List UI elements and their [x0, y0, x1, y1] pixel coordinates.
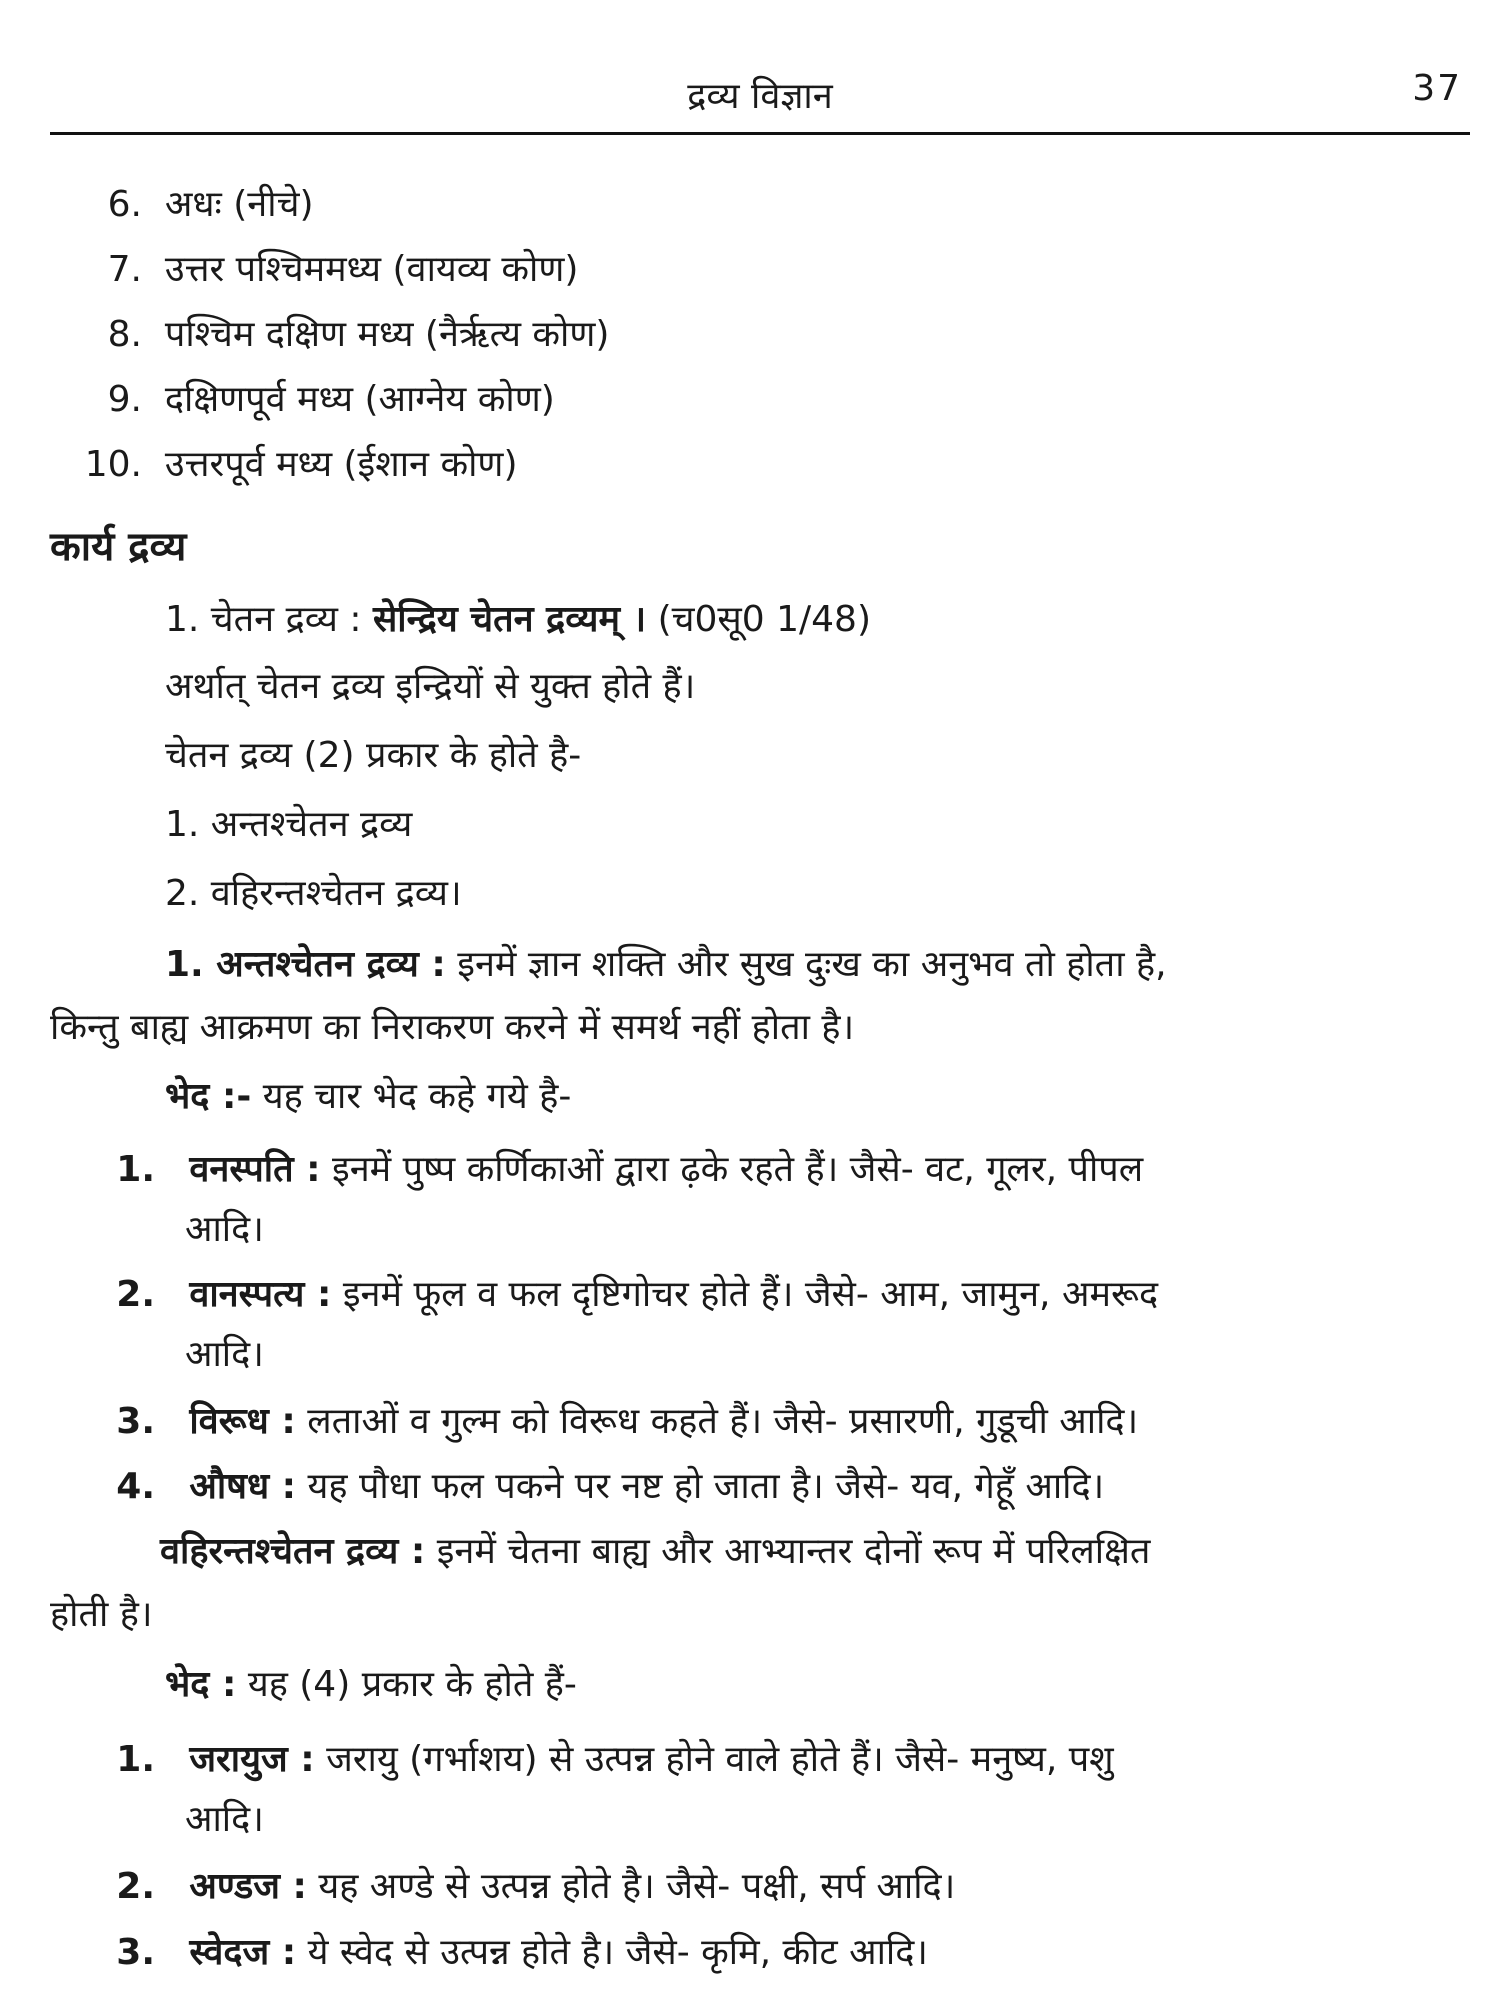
list-item-continuation: आदि।: [185, 1334, 264, 1375]
paragraph-continuation: होती है।: [50, 1594, 153, 1635]
page-number: 37: [1412, 68, 1462, 109]
running-title: द्रव्य विज्ञान: [687, 76, 833, 117]
term: 1. अन्तश्चेतन द्रव्य :: [165, 944, 446, 985]
term: वहिरन्तश्चेतन द्रव्य :: [160, 1531, 426, 1572]
bhed-label: भेद :-: [165, 1076, 252, 1117]
list-item: 2. वहिरन्तश्चेतन द्रव्य।: [165, 873, 462, 914]
list-item: 4. औषध : यह पौधा फल पकने पर नष्ट हो जाता है। जैसे- यव, गेहूँ आदि।: [116, 1466, 1105, 1507]
list-item: 2. वानस्पत्य : इनमें फूल व फल दृष्टिगोचर होते हैं। जैसे- आम, जामुन, अमरूद: [116, 1274, 1159, 1315]
list-item: 7. उत्तर पश्चिममध्य (वायव्य कोण): [107, 249, 579, 290]
list-item: 6. अधः (नीचे): [107, 184, 314, 225]
citation: (च0सू0 1/48): [657, 599, 872, 640]
term: स्वेदज :: [189, 1932, 297, 1973]
list-item: 1. वनस्पति : इनमें पुष्प कर्णिकाओं द्वारा ढ़के रहते हैं। जैसे- वट, गूलर, पीपल: [116, 1149, 1144, 1190]
paragraph: अर्थात् चेतन द्रव्य इन्द्रियों से युक्त होते हैं।: [165, 666, 696, 707]
paragraph-continuation: किन्तु बाह्य आक्रमण का निराकरण करने में समर्थ नहीं होता है।: [50, 1007, 855, 1048]
section-heading: कार्य द्रव्य: [50, 524, 187, 570]
term: वनस्पति :: [189, 1149, 321, 1190]
page-header: [50, 62, 1470, 134]
term: औषध :: [189, 1466, 297, 1507]
definition-paragraph: वहिरन्तश्चेतन द्रव्य : इनमें चेतना बाह्य और आभ्यान्तर दोनों रूप में परिलक्षित: [160, 1531, 1151, 1572]
list-item: 8. पश्चिम दक्षिण मध्य (नैर्ऋत्य कोण): [107, 314, 610, 355]
header-rule: [50, 132, 1470, 135]
list-item: 2. अण्डज : यह अण्डे से उत्पन्न होते है। जैसे- पक्षी, सर्प आदि।: [116, 1866, 956, 1907]
list-item: 1. अन्तश्चेतन द्रव्य: [165, 804, 413, 845]
term: विरूध :: [189, 1401, 296, 1442]
term: जरायुज :: [189, 1739, 315, 1780]
list-item: 1. जरायुज : जरायु (गर्भाशय) से उत्पन्न होने वाले होते हैं। जैसे- मनुष्य, पशु: [116, 1739, 1114, 1780]
definition-paragraph: 1. अन्तश्चेतन द्रव्य : इनमें ज्ञान शक्ति और सुख दुःख का अनुभव तो होता है,: [165, 944, 1167, 985]
term: वानस्पत्य :: [189, 1274, 332, 1315]
list-item: 10. उत्तरपूर्व मध्य (ईशान कोण): [84, 444, 518, 485]
list-item-continuation: आदि।: [185, 1799, 264, 1840]
bhed-line: भेद : यह (4) प्रकार के होते हैं-: [165, 1664, 577, 1705]
chetan-definition: 1. चेतन द्रव्य : सेन्द्रिय चेतन द्रव्यम् । (च0सू0 1/48): [165, 599, 872, 640]
list-item: 3. स्वेदज : ये स्वेद से उत्पन्न होते है। जैसे- कृमि, कीट आदि।: [116, 1932, 928, 1973]
bhed-label: भेद :: [165, 1664, 237, 1705]
bhed-line: भेद :- यह चार भेद कहे गये है-: [165, 1076, 572, 1117]
list-item: 9. दक्षिणपूर्व मध्य (आग्नेय कोण): [107, 379, 555, 420]
paragraph: चेतन द्रव्य (2) प्रकार के होते है-: [165, 735, 582, 776]
term: अण्डज :: [189, 1866, 307, 1907]
sanskrit-quote: सेन्द्रिय चेतन द्रव्यम् ।: [372, 599, 647, 640]
list-item: 3. विरूध : लताओं व गुल्म को विरूध कहते हैं। जैसे- प्रसारणी, गुडूची आदि।: [116, 1401, 1139, 1442]
list-item-continuation: आदि।: [185, 1209, 264, 1250]
